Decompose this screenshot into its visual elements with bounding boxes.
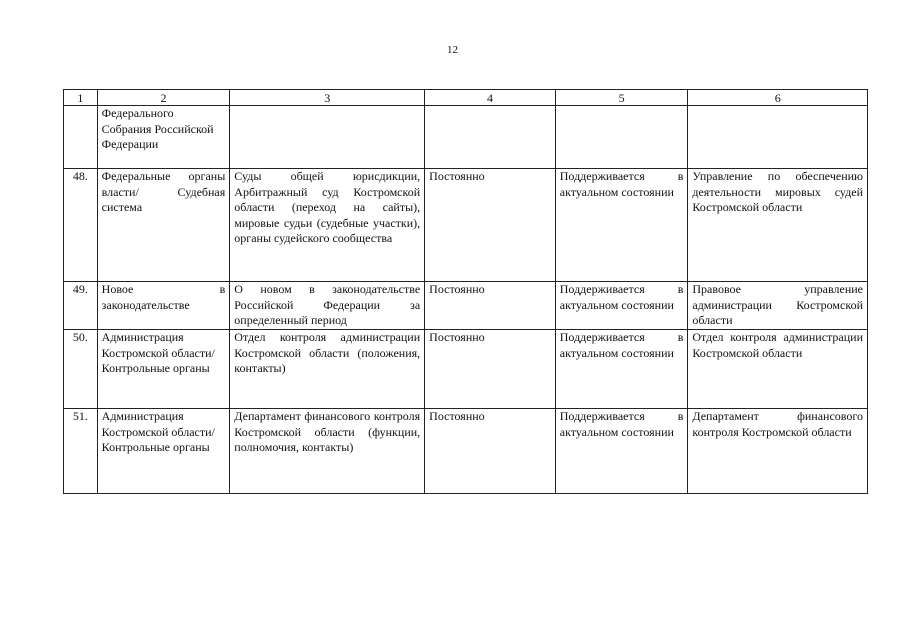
table-row bbox=[64, 330, 868, 409]
column-header-2: 2 bbox=[97, 90, 230, 106]
section-name: Администрация Костромской области/ Контрольные органы bbox=[97, 409, 230, 494]
table-row bbox=[64, 169, 868, 282]
table-row bbox=[64, 409, 868, 494]
row-number: 50. bbox=[64, 330, 98, 409]
update-period: Постоянно bbox=[425, 409, 556, 494]
table-row bbox=[64, 106, 868, 169]
responsible-body: Отдел контроля администрации Костромской области bbox=[688, 330, 868, 409]
responsible-body: Департамент финансового контроля Костромской области bbox=[688, 409, 868, 494]
section-name: Федеральные органы власти/ Судебная система bbox=[97, 169, 230, 282]
maintenance-state: Поддерживается в актуальном состоянии bbox=[555, 409, 688, 494]
section-name: Администрация Костромской области/ Контрольные органы bbox=[97, 330, 230, 409]
table-header-row bbox=[64, 90, 868, 106]
section-name: Новое в законодательстве bbox=[97, 282, 230, 330]
update-period bbox=[425, 106, 556, 169]
responsible-body: Управление по обеспечению деятельности мировых судей Костромской области bbox=[688, 169, 868, 282]
maintenance-state: Поддерживается в актуальном состоянии bbox=[555, 282, 688, 330]
row-number: 48. bbox=[64, 169, 98, 282]
section-name: Федерального Собрания Российской Федерации bbox=[97, 106, 230, 169]
row-number bbox=[64, 106, 98, 169]
maintenance-state: Поддерживается в актуальном состоянии bbox=[555, 330, 688, 409]
update-period: Постоянно bbox=[425, 169, 556, 282]
column-header-6: 6 bbox=[688, 90, 868, 106]
update-period: Постоянно bbox=[425, 282, 556, 330]
column-header-5: 5 bbox=[555, 90, 688, 106]
row-number: 51. bbox=[64, 409, 98, 494]
section-content: Суды общей юрисдикции, Арбитражный суд Костромской области (переход на сайты), мировые судьи (судебные участки), органы судейского сообщества bbox=[230, 169, 425, 282]
column-header-1: 1 bbox=[64, 90, 98, 106]
section-content bbox=[230, 106, 425, 169]
maintenance-state: Поддерживается в актуальном состоянии bbox=[555, 169, 688, 282]
section-content: Отдел контроля администрации Костромской области (положения, контакты) bbox=[230, 330, 425, 409]
maintenance-state bbox=[555, 106, 688, 169]
table-row bbox=[64, 282, 868, 330]
responsible-body bbox=[688, 106, 868, 169]
update-period: Постоянно bbox=[425, 330, 556, 409]
section-content: О новом в законодательстве Российской Федерации за определенный период bbox=[230, 282, 425, 330]
column-header-4: 4 bbox=[425, 90, 556, 106]
section-content: Департамент финансового контроля Костромской области (функции, полномочия, контакты) bbox=[230, 409, 425, 494]
services-table bbox=[63, 89, 868, 494]
row-number: 49. bbox=[64, 282, 98, 330]
page-number: 12 bbox=[447, 44, 458, 56]
column-header-3: 3 bbox=[230, 90, 425, 106]
responsible-body: Правовое управление администрации Костромской области bbox=[688, 282, 868, 330]
